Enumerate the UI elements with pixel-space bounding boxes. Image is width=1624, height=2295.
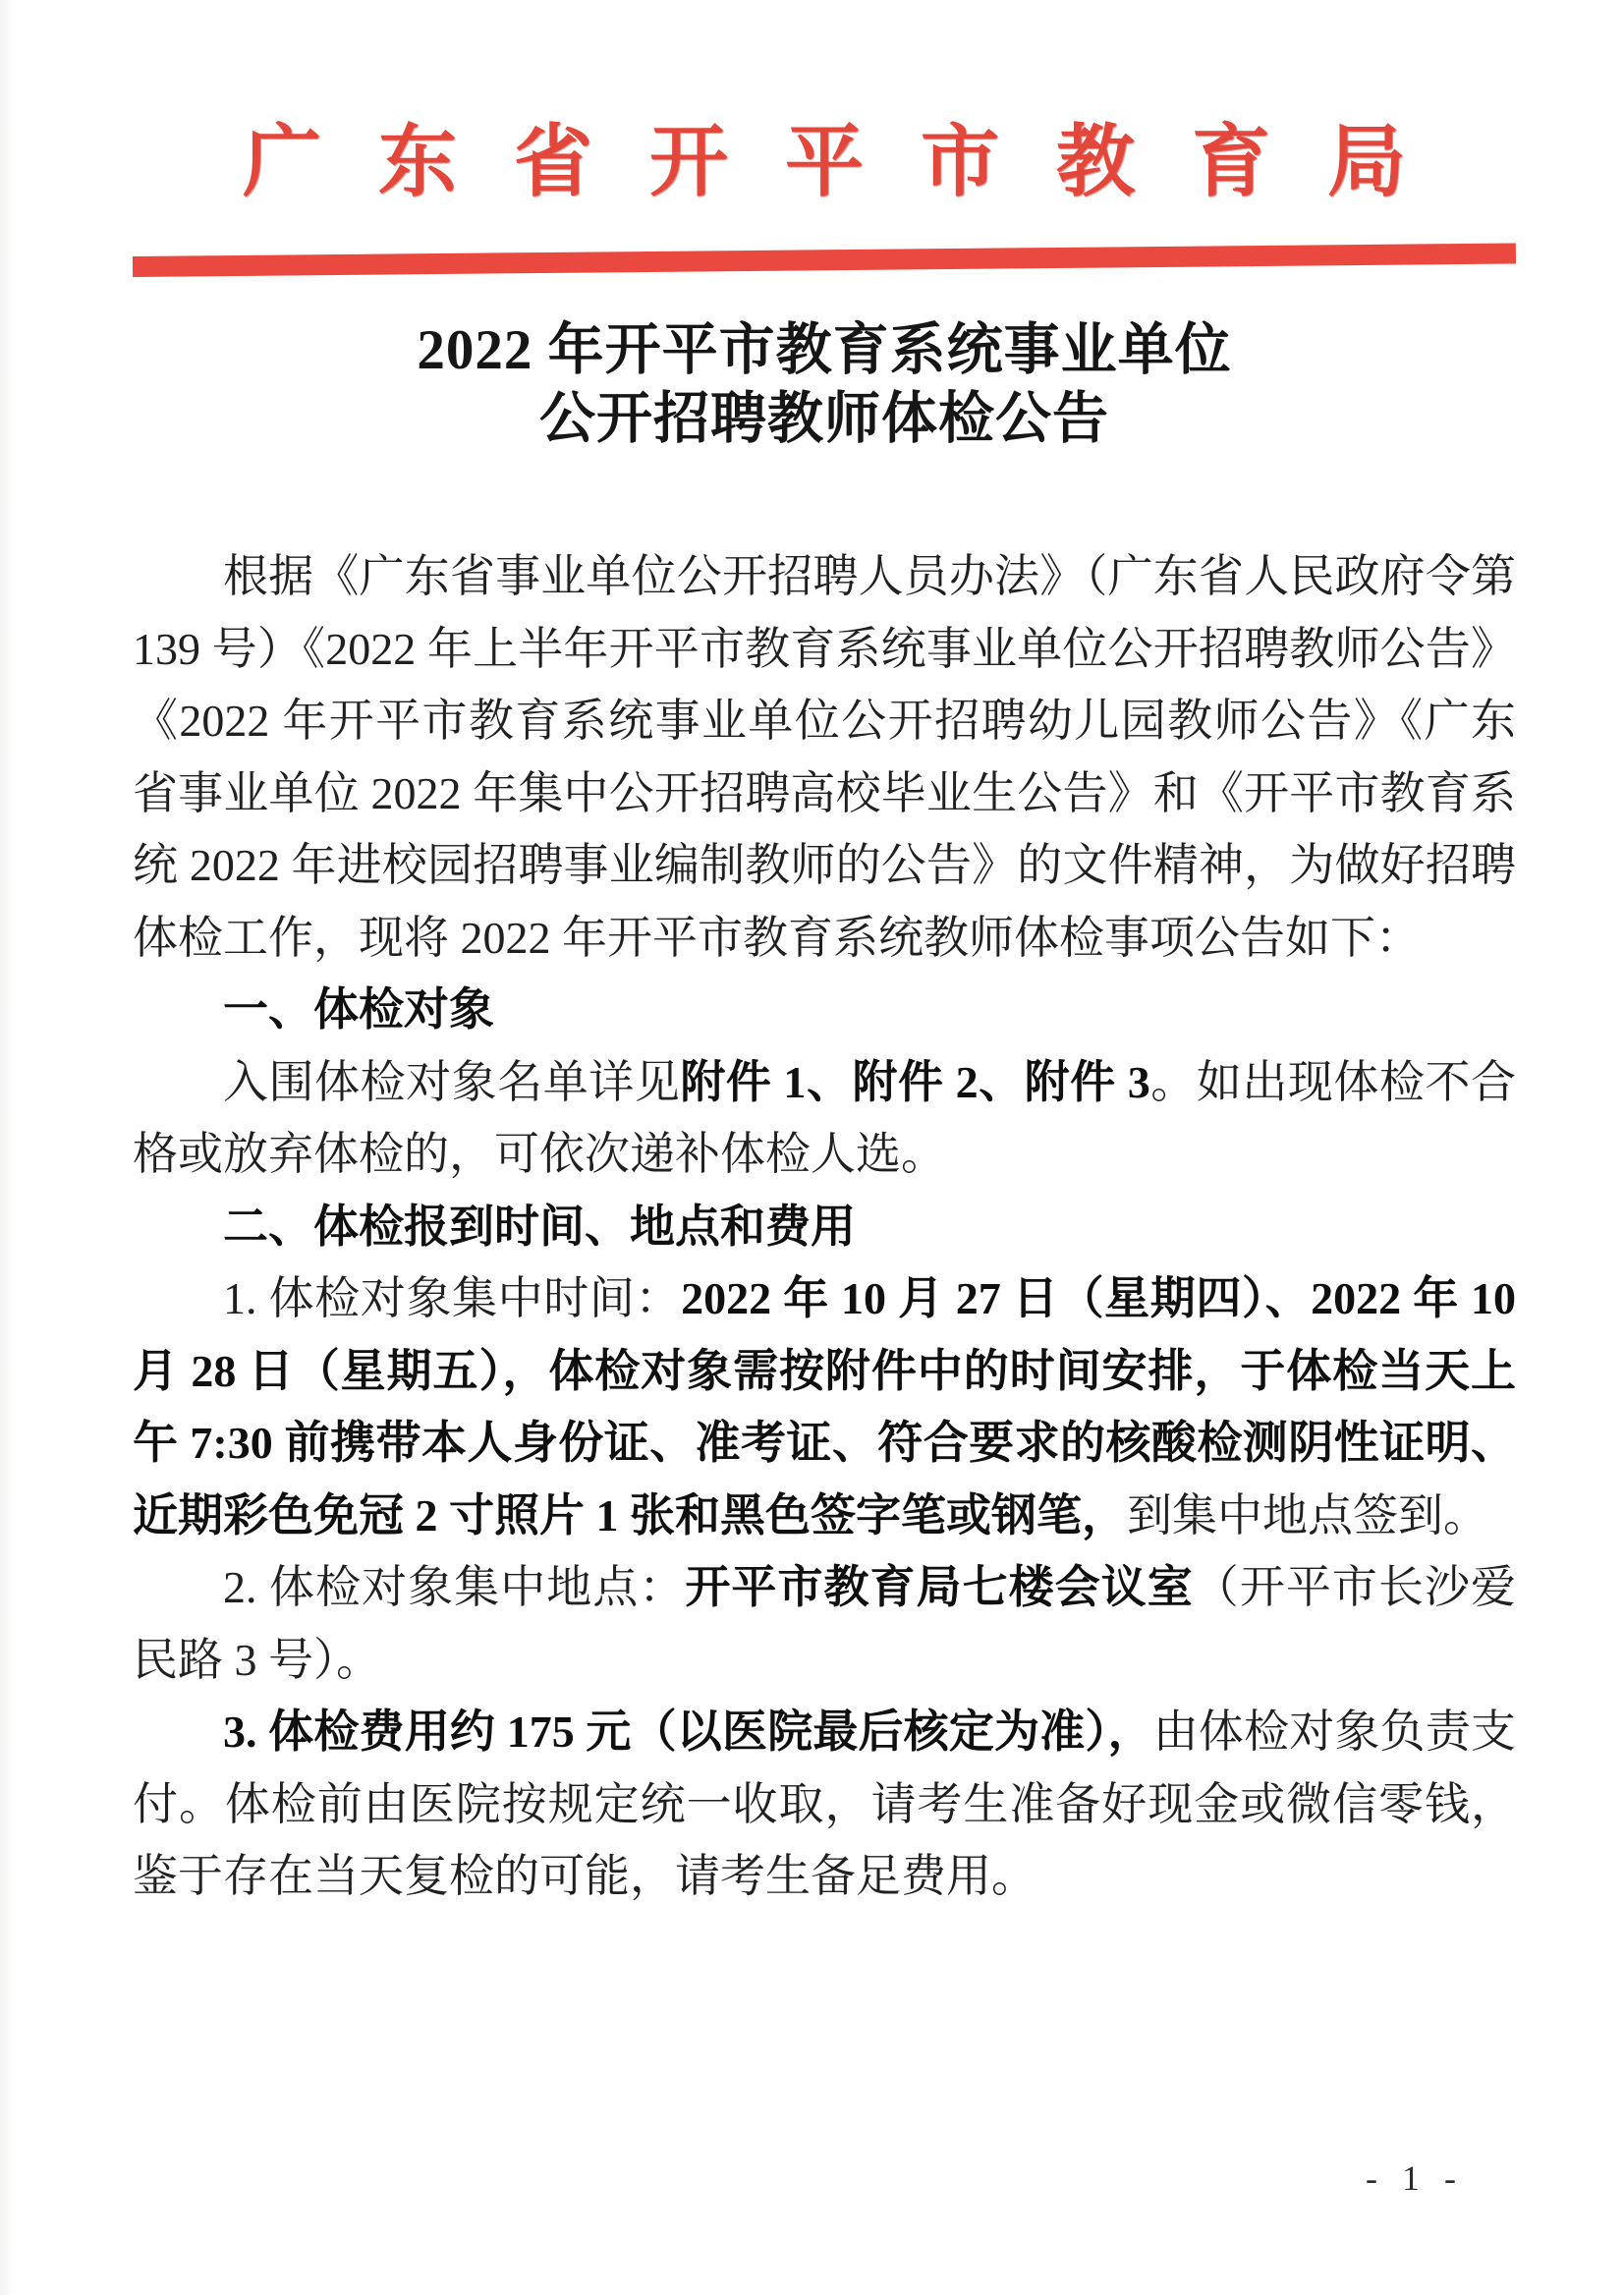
text-run: 附件 1、附件 2、附件 3 (680, 1056, 1150, 1107)
text-run: 二、体检报到时间、地点和费用 (223, 1201, 856, 1252)
document-title (133, 316, 1516, 454)
text-run: 。如出现体检不合格或放弃体检的，可依次递补体检人选。 (133, 1056, 1517, 1179)
text-run: 到集中地点签到。 (1127, 1489, 1488, 1540)
text-run: 根据《广东省事业单位公开招聘人员办法》（广东省人民政府令第 139 号）《2022 年上半年开平市教育系统事业单位公开招聘教师公告》《2022 年开平市教育系统事业单位公开招聘幼儿园教师公告》《广东省事业单位 2022 年集中公开招聘高校毕业生公告》和《开平市教育系统 2022 年进校园招聘事业编制教师的公告》的文件精神，为做好招聘体检工作，现将 2022 年开平市教育系统教师体检事项公告如下： (133, 551, 1516, 963)
text-run: 由体检对象负责支付。体检前由医院按规定统一收取，请考生准备好现金或微信零钱，鉴于存在当天复检的可能，请考生备足费用。 (133, 1707, 1517, 1901)
text-run: 3. 体检费用约 175 元（以医院最后核定为准）， (223, 1707, 1153, 1757)
document-title-line2: 公开招聘教师体检公告 (539, 388, 1109, 450)
letterhead-title: 广东省开平市教育局 (243, 120, 1463, 206)
section-heading-1 (133, 974, 1516, 1046)
paragraph-item-1-time (133, 1262, 1516, 1551)
text-run: 开平市教育局七楼会议室 (685, 1562, 1194, 1612)
text-run: （开平市长沙爱民路 3 号）。 (133, 1562, 1517, 1685)
document-title-line1: 2022 年开平市教育系统事业单位 (417, 319, 1232, 381)
paragraph-section1-body (133, 1046, 1516, 1191)
text-run: 一、体检对象 (223, 984, 494, 1035)
section-heading-2 (133, 1191, 1516, 1263)
text-run: 2022 年 10 月 27 日（星期四）、2022 年 10 月 28 日（星期五），体检对象需按附件中的时间安排，于体检当天上午 7:30 前携带本人身份证、准考证、符合要求的核酸检测阴性证明、近期彩色免冠 2 寸照片 1 张和黑色签字笔或钢笔， (133, 1273, 1517, 1540)
page-number: - 1 - (1366, 2158, 1464, 2198)
text-run: 2. 体检对象集中地点： (223, 1562, 686, 1612)
paragraph-item-2-location (133, 1551, 1516, 1696)
text-run: 1. 体检对象集中时间： (223, 1273, 682, 1323)
paragraph-item-3-fee (133, 1696, 1516, 1913)
letterhead-divider (133, 243, 1516, 277)
document-body (133, 540, 1516, 1913)
paragraph-intro (133, 540, 1516, 974)
text-run: 入围体检对象名单详见 (223, 1056, 681, 1107)
